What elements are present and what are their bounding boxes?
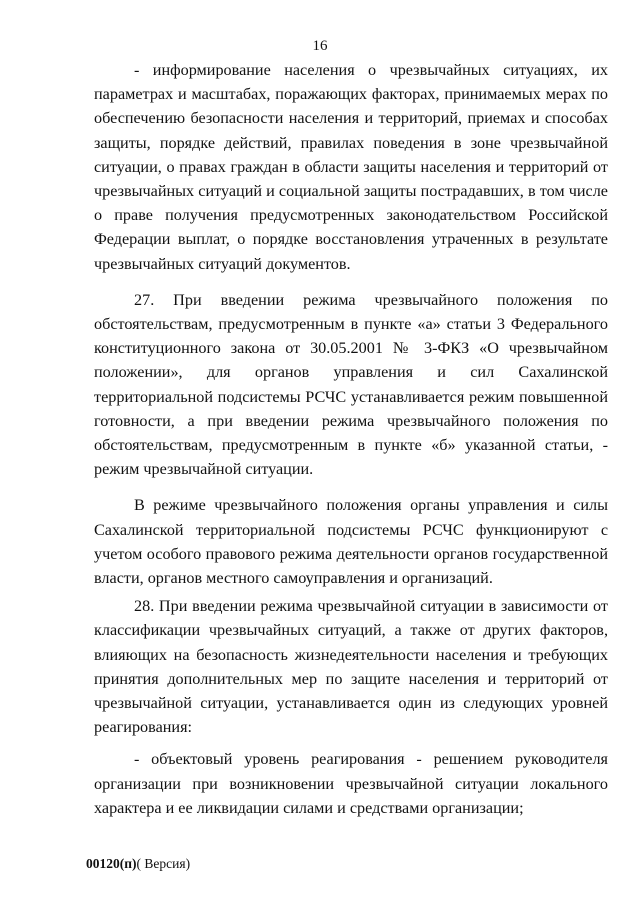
paragraph-emergency-state-mode: В режиме чрезвычайного положения органы управления и силы Сахалинской территориальной подсистемы РСЧС функционируют с учетом особого правового режима деятельности органов государственной власти, органов местного самоуправления и организаций. [94, 496, 608, 588]
paragraph-informing-population: - информирование населения о чрезвычайных ситуациях, их параметрах и масштабах, поражающих факторах, принимаемых мерах по обеспечению безопасности населения и территорий, приемах и способах защиты, порядке действий, правилах поведения в зоне чрезвычайной ситуации, о правах граждан в области защиты населения и территорий от чрезвычайных ситуаций и социальной защиты пострадавших, в том числе о праве получения предусмотренных законодательством Российской Федерации выплат, о порядке восстановления утраченных в результате чрезвычайных ситуаций документов. [94, 61, 608, 273]
document-code: 00120(п) [86, 856, 137, 871]
page-number: 16 [312, 38, 328, 54]
document-version: ( Версия) [136, 856, 191, 871]
paragraph-object-level: - объектовый уровень реагирования - решением руководителя организации при возникновении чрезвычайной ситуации локального характера и ее ликвидации силами и средствами организации; [94, 750, 608, 817]
paragraph-27: 27. При введении режима чрезвычайного положения по обстоятельствам, предусмотренным в пункте «а» статьи 3 Федерального конституционного закона от 30.05.2001 № 3-ФКЗ «О чрезвычайном положении», для органов управления и сил Сахалинской территориальной подсистемы РСЧС устанавливается режим повышенной готовности, а при введении режима чрезвычайного положения по обстоятельствам, предусмотренным в пункте «б» указанной статьи, - режим чрезвычайной ситуации. [94, 290, 608, 479]
paragraph-28: 28. При введении режима чрезвычайной ситуации в зависимости от классификации чрезвычайных ситуаций, а также от других факторов, влияющих на безопасность жизнедеятельности населения и требующих принятия дополнительных мер по защите населения и территорий от чрезвычайной ситуации, устанавливается один из следующих уровней реагирования: [94, 597, 608, 737]
document-body [94, 58, 608, 820]
document-footer [86, 856, 190, 872]
